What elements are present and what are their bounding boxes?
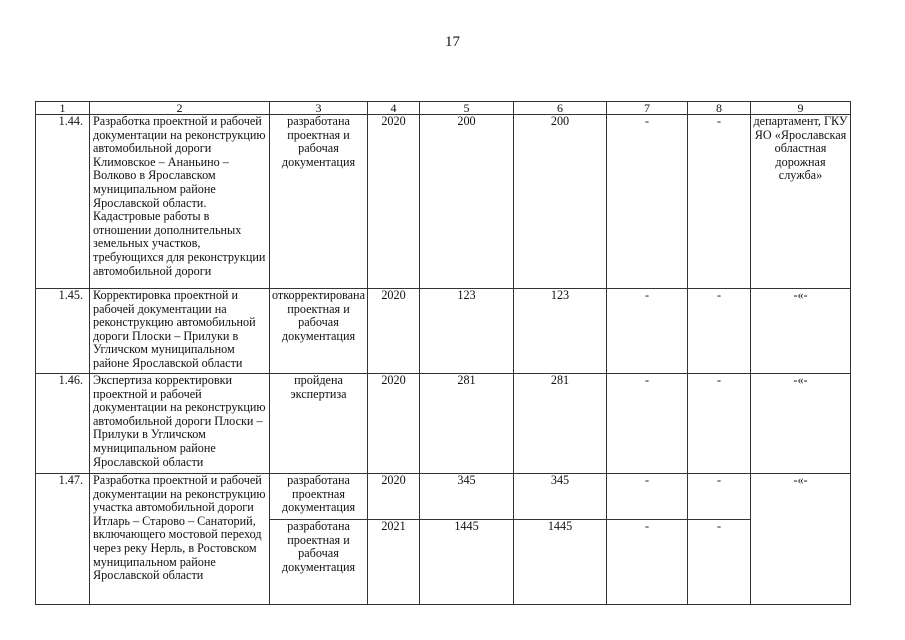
value-cell: 1445 xyxy=(420,520,514,605)
value-cell: 200 xyxy=(420,115,514,289)
header-cell: 9 xyxy=(751,102,851,115)
value-cell: - xyxy=(688,374,751,474)
value-cell: 123 xyxy=(514,289,607,374)
table-row xyxy=(36,115,851,289)
task-result: разработана проектная документация xyxy=(270,474,368,520)
header-cell: 2 xyxy=(90,102,270,115)
value-cell: - xyxy=(607,115,688,289)
task-result: разработана проектная и рабочая документация xyxy=(270,520,368,605)
task-description: Экспертиза корректировки проектной и рабочей документации на реконструкцию автомобильной дороги Плоски – Прилуки в Угличском муниципальном районе Ярославской области xyxy=(90,374,270,474)
value-cell: - xyxy=(607,374,688,474)
header-row xyxy=(36,102,851,115)
value-cell: 200 xyxy=(514,115,607,289)
header-cell: 5 xyxy=(420,102,514,115)
executor-cell: -«- xyxy=(751,374,851,474)
task-description: Разработка проектной и рабочей документации на реконструкцию участка автомобильной дороги Итларь – Старово – Санаторий, включающего мостовой переход через реку Нерль, в Ростовском муниципальном районе Ярославской области xyxy=(90,474,270,605)
year-cell: 2020 xyxy=(368,289,420,374)
value-cell: - xyxy=(688,115,751,289)
value-cell: - xyxy=(607,289,688,374)
program-table xyxy=(35,101,851,605)
header-cell: 6 xyxy=(514,102,607,115)
executor-cell: департамент, ГКУ ЯО «Ярославская областная дорожная служба» xyxy=(751,115,851,289)
page-number: 17 xyxy=(445,34,460,50)
task-result: пройдена экспертиза xyxy=(270,374,368,474)
task-description: Разработка проектной и рабочей документации на реконструкцию автомобильной дороги Климовское – Ананьино – Волково в Ярославском муниципальном районе Ярославской области. Кадастровые работы в отношении дополнительных земельных участков, требующихся для реконструкции автомобильной дороги xyxy=(90,115,270,289)
table-row xyxy=(36,289,851,374)
value-cell: - xyxy=(607,474,688,520)
task-result: разработана проектная и рабочая документация xyxy=(270,115,368,289)
year-cell: 2020 xyxy=(368,474,420,520)
value-cell: 281 xyxy=(420,374,514,474)
year-cell: 2021 xyxy=(368,520,420,605)
header-cell: 8 xyxy=(688,102,751,115)
value-cell: - xyxy=(688,474,751,520)
table-row xyxy=(36,474,851,520)
year-cell: 2020 xyxy=(368,374,420,474)
row-number: 1.46. xyxy=(36,374,90,474)
table-row xyxy=(36,374,851,474)
value-cell: 123 xyxy=(420,289,514,374)
task-description: Корректировка проектной и рабочей документации на реконструкцию автомобильной дороги Плоски – Прилуки в Угличском муниципальном районе Ярославской области xyxy=(90,289,270,374)
value-cell: 345 xyxy=(514,474,607,520)
year-cell: 2020 xyxy=(368,115,420,289)
executor-cell: -«- xyxy=(751,474,851,605)
row-number: 1.44. xyxy=(36,115,90,289)
value-cell: - xyxy=(688,520,751,605)
value-cell: 345 xyxy=(420,474,514,520)
value-cell: 281 xyxy=(514,374,607,474)
value-cell: - xyxy=(607,520,688,605)
value-cell: - xyxy=(688,289,751,374)
header-cell: 4 xyxy=(368,102,420,115)
header-cell: 3 xyxy=(270,102,368,115)
value-cell: 1445 xyxy=(514,520,607,605)
task-result: откорректирована проектная и рабочая документация xyxy=(270,289,368,374)
row-number: 1.45. xyxy=(36,289,90,374)
header-cell: 7 xyxy=(607,102,688,115)
header-cell: 1 xyxy=(36,102,90,115)
executor-cell: -«- xyxy=(751,289,851,374)
row-number: 1.47. xyxy=(36,474,90,605)
